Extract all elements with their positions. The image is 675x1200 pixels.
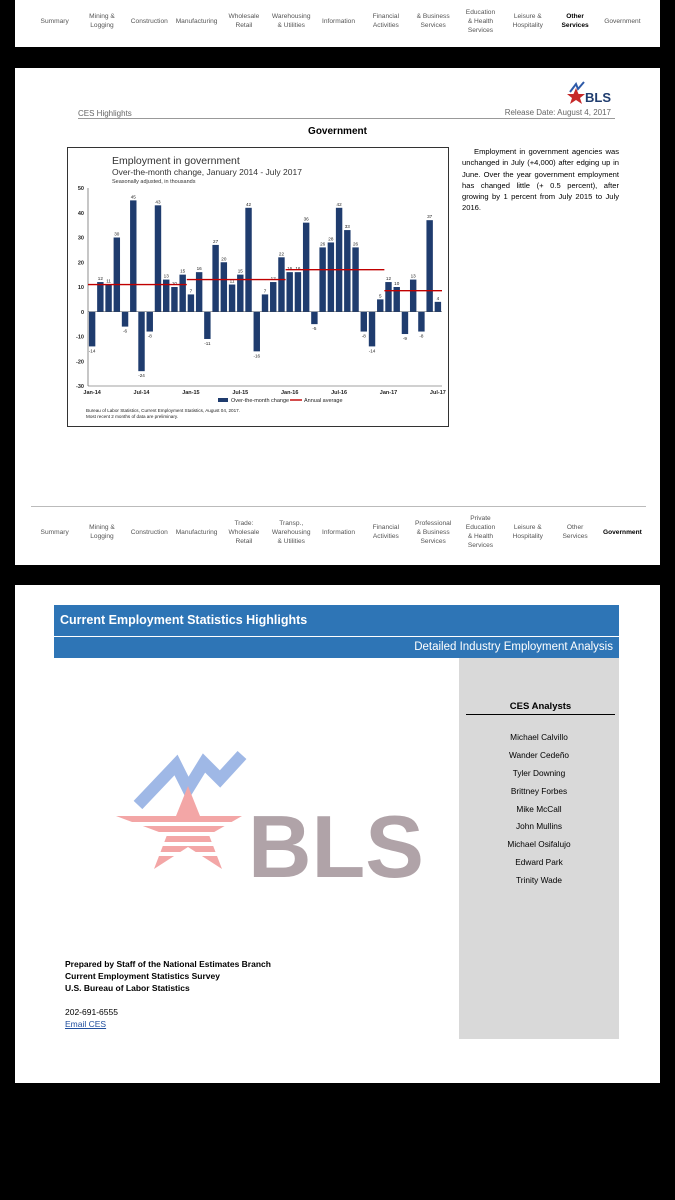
- nav-bottom-item-construction[interactable]: Construction: [130, 528, 168, 536]
- analyst-list: [459, 729, 619, 890]
- bls-logo-small-text: BLS: [585, 90, 611, 105]
- nav-bottom-item-mining-logging[interactable]: Mining & Logging: [89, 524, 115, 540]
- nav-bottom-item-summary[interactable]: Summary: [40, 528, 69, 536]
- chart-bar: [245, 208, 251, 312]
- chart-bar: [311, 312, 317, 324]
- chart-bar: [105, 285, 111, 312]
- bar-value-label: 30: [114, 231, 120, 237]
- bar-value-label: 26: [352, 241, 359, 247]
- x-tick-label: Jul-17: [429, 390, 446, 396]
- bar-value-label: -8: [147, 333, 152, 339]
- y-tick-label: 50: [77, 186, 84, 192]
- chart-bar: [171, 287, 177, 312]
- bar-value-label: -8: [361, 333, 366, 339]
- bls-logo-large: [116, 733, 424, 896]
- chart-bar: [196, 272, 202, 312]
- bar-value-label: 12: [385, 276, 392, 282]
- chart-bar: [130, 200, 136, 311]
- nav-top-item-summary[interactable]: Summary: [40, 17, 69, 25]
- y-tick-label: 10: [77, 285, 84, 291]
- y-tick-label: 20: [77, 260, 84, 267]
- nav-top-item-education-health-services[interactable]: Education & Health Services: [465, 8, 496, 34]
- y-tick-label: 40: [77, 210, 84, 217]
- bar-value-label: 27: [213, 238, 219, 244]
- bar-value-label: -16: [253, 353, 261, 359]
- nav-bottom-item-leisure-hospitality[interactable]: Leisure & Hospitality: [512, 524, 543, 540]
- nav-bottom-item-professional-business-services[interactable]: Professional & Business Services: [415, 519, 452, 545]
- bar-value-label: 43: [155, 199, 161, 205]
- release-date: Release Date: August 4, 2017: [504, 108, 611, 117]
- page-top-partial: [15, 0, 660, 47]
- prepared-line: Current Employment Statistics Survey: [65, 971, 220, 981]
- bar-value-label: 42: [336, 201, 342, 207]
- chart-bar: [122, 312, 128, 327]
- analyst-name: Wander Cedeño: [508, 749, 570, 760]
- chart-bar: [97, 282, 103, 312]
- prepared-by: [65, 958, 271, 994]
- government-chart: [67, 147, 449, 427]
- x-tick-label: Jan-16: [280, 390, 299, 396]
- banner-title: Current Employment Statistics Highlights: [54, 605, 619, 636]
- bar-value-label: 16: [287, 266, 293, 272]
- bar-value-label: 28: [328, 236, 334, 242]
- y-tick-label: 30: [77, 235, 84, 242]
- x-tick-label: Jul-14: [133, 390, 150, 396]
- analyst-name: Trinity Wade: [516, 875, 562, 886]
- nav-bottom-item-trade-wholesale-retail[interactable]: Trade: Wholesale Retail: [228, 519, 260, 545]
- bar-value-label: 15: [237, 268, 243, 274]
- bar-value-label: 15: [180, 268, 186, 274]
- banner-subtitle: Detailed Industry Employment Analysis: [54, 636, 619, 658]
- x-tick-label: Jan-14: [83, 390, 101, 396]
- nav-bottom-item-transp-warehousing-utilities[interactable]: Transp., Warehousing & Utilities: [271, 519, 311, 545]
- nav-bottom-item-government[interactable]: Government: [602, 528, 642, 536]
- nav-bottom-item-information[interactable]: Information: [322, 528, 356, 536]
- analyst-name: Edward Park: [515, 857, 563, 868]
- bar-value-label: 10: [171, 281, 178, 286]
- analyst-name: Tyler Downing: [512, 767, 566, 778]
- bar-value-label: 7: [189, 288, 193, 294]
- legend-label-bars: Over-the-month change: [231, 398, 290, 404]
- analysts-title: CES Analysts: [466, 701, 615, 715]
- bar-value-label: 13: [410, 273, 416, 279]
- industry-nav-bottom: [31, 506, 646, 556]
- chart-bar: [410, 280, 416, 312]
- chart-bar: [319, 247, 325, 311]
- bar-value-label: 11: [229, 278, 235, 284]
- y-tick-label: -20: [76, 359, 84, 366]
- bar-value-label: 42: [245, 201, 252, 207]
- nav-top-item-other-services[interactable]: Other Services: [561, 13, 589, 29]
- email-ces-link[interactable]: Email CES: [65, 1019, 107, 1029]
- analyst-name: Michael Osifalujo: [507, 839, 571, 850]
- nav-top-item-financial-activities[interactable]: Financial Activities: [372, 13, 400, 29]
- chart-bar: [254, 312, 260, 352]
- bar-value-label: 12: [97, 276, 103, 282]
- chart-bar: [270, 282, 276, 312]
- bar-value-label: 4: [436, 295, 440, 301]
- bls-logo-large-text: BLS: [248, 797, 424, 896]
- chart-bar: [328, 242, 334, 311]
- bar-value-label: 26: [320, 241, 326, 247]
- bar-value-label: 12: [270, 276, 276, 282]
- chart-bar: [286, 272, 292, 312]
- chart-source: Bureau of Labor Statistics, Current Employment Statistics, August 04, 2017.: [86, 408, 240, 413]
- government-page: [15, 68, 660, 565]
- nav-bottom-item-manufacturing[interactable]: Manufacturing: [175, 528, 218, 536]
- chart-bar: [344, 230, 350, 312]
- bar-value-label: -8: [419, 333, 424, 339]
- chart-bar: [155, 205, 161, 311]
- nav-top-item-leisure-hospitality[interactable]: Leisure & Hospitality: [512, 13, 543, 29]
- x-tick-label: Jul-16: [331, 390, 348, 396]
- bar-value-label: -6: [122, 328, 128, 334]
- chart-bar: [352, 247, 358, 311]
- analysts-panel: [459, 658, 619, 1039]
- prepared-line: U.S. Bureau of Labor Statistics: [65, 983, 190, 993]
- bar-value-label: -24: [138, 373, 145, 379]
- government-description: [462, 146, 619, 214]
- header-rule: [78, 118, 615, 119]
- chart-bar: [188, 294, 194, 311]
- chart-bar: [221, 262, 227, 312]
- y-tick-label: -10: [76, 334, 84, 341]
- prepared-line: Prepared by Staff of the National Estimates Branch: [65, 959, 271, 969]
- chart-bar: [361, 312, 367, 332]
- bar-value-label: 7: [263, 288, 267, 294]
- chart-bar: [426, 220, 432, 312]
- chart-bar: [402, 312, 408, 334]
- bar-value-label: -14: [88, 348, 96, 354]
- phone-number: 202-691-6555: [65, 1007, 118, 1017]
- bar-value-label: 37: [427, 214, 433, 220]
- chart-bar: [114, 238, 120, 312]
- industry-nav-top: [31, 0, 646, 45]
- chart-bar: [89, 312, 95, 347]
- chart-units-note: Seasonally adjusted, in thousands: [112, 179, 196, 185]
- chart-note: Most recent 2 months of data are preliminary.: [86, 414, 179, 419]
- nav-bottom-item-private-education-health-services[interactable]: Private Education & Health Services: [465, 515, 496, 549]
- nav-top-item-mining-logging[interactable]: Mining & Logging: [89, 13, 115, 29]
- nav-top-item-government[interactable]: Government: [604, 17, 641, 25]
- bar-value-label: 16: [295, 266, 301, 272]
- y-tick-label: -30: [76, 384, 84, 390]
- x-tick-label: Jan-17: [379, 390, 398, 396]
- chart-bar: [229, 285, 235, 312]
- bar-value-label: 5: [378, 293, 382, 299]
- chart-bar: [295, 272, 301, 312]
- bar-value-label: 20: [221, 256, 227, 262]
- chart-bar: [369, 312, 375, 347]
- y-tick-label: 0: [80, 309, 84, 316]
- bar-value-label: -5: [312, 326, 317, 332]
- chart-bar: [336, 208, 342, 312]
- analyst-name: Brittney Forbes: [510, 785, 568, 796]
- bar-value-label: -14: [368, 348, 376, 354]
- bar-value-label: 10: [394, 281, 400, 286]
- chart-subtitle: Over-the-month change, January 2014 - July 2017: [112, 167, 302, 177]
- chart-bar: [147, 312, 153, 332]
- chart-bar: [262, 294, 268, 311]
- chart-bar: [303, 223, 309, 312]
- chart-bar: [179, 275, 185, 312]
- bar-value-label: 33: [344, 224, 350, 230]
- bar-value-label: -9: [402, 336, 408, 342]
- chart-bar: [435, 302, 441, 312]
- x-tick-label: Jul-15: [232, 390, 249, 396]
- chart-title: Employment in government: [112, 155, 240, 167]
- bar-value-label: 11: [106, 278, 111, 284]
- chart-svg: [68, 148, 448, 426]
- bls-logo-small: [566, 80, 612, 106]
- nav-top-item-business-services[interactable]: & Business Services: [416, 13, 450, 29]
- chart-bar: [138, 312, 144, 371]
- nav-top-item-construction[interactable]: Construction: [130, 17, 168, 25]
- nav-top-item-wholesale-retail[interactable]: Wholesale Retail: [228, 13, 260, 29]
- chart-bar: [418, 312, 424, 332]
- legend-label-average: Annual average: [304, 398, 343, 404]
- nav-top-item-warehousing-utilities[interactable]: Warehousing & Utilities: [271, 13, 311, 29]
- chart-bar: [385, 282, 391, 312]
- x-tick-label: Jan-15: [182, 390, 200, 396]
- chart-bar: [377, 299, 383, 311]
- bar-value-label: 22: [278, 251, 285, 257]
- bar-value-label: 45: [130, 194, 136, 200]
- nav-bottom-item-other-services[interactable]: Other Services: [562, 524, 588, 540]
- nav-top-item-manufacturing[interactable]: Manufacturing: [175, 17, 218, 25]
- chart-bar: [278, 257, 284, 311]
- nav-top-item-information[interactable]: Information: [322, 17, 356, 25]
- description-text: Employment in government agencies was unchanged in July (+4,000) after edging up in June. Over the year government employment has changed little (+ 0.5 percent), after growing by 1 percent from July 2015 to July 2016.: [462, 147, 619, 213]
- header-ces-highlights: CES Highlights: [78, 109, 132, 118]
- analyst-name: Michael Calvillo: [510, 732, 568, 742]
- analyst-name: John Mullins: [515, 821, 563, 832]
- chart-bar: [204, 312, 210, 339]
- bar-value-label: 13: [163, 273, 169, 279]
- bar-value-label: -11: [204, 340, 211, 346]
- cover-page: [15, 585, 660, 1083]
- legend-swatch-bars: [218, 398, 228, 402]
- analyst-name: Mike McCall: [516, 803, 562, 814]
- bar-value-label: 36: [303, 216, 309, 222]
- section-title: Government: [308, 126, 367, 137]
- bar-value-label: 16: [196, 266, 202, 272]
- nav-bottom-item-financial-activities[interactable]: Financial Activities: [372, 524, 400, 540]
- chart-bar: [212, 245, 218, 312]
